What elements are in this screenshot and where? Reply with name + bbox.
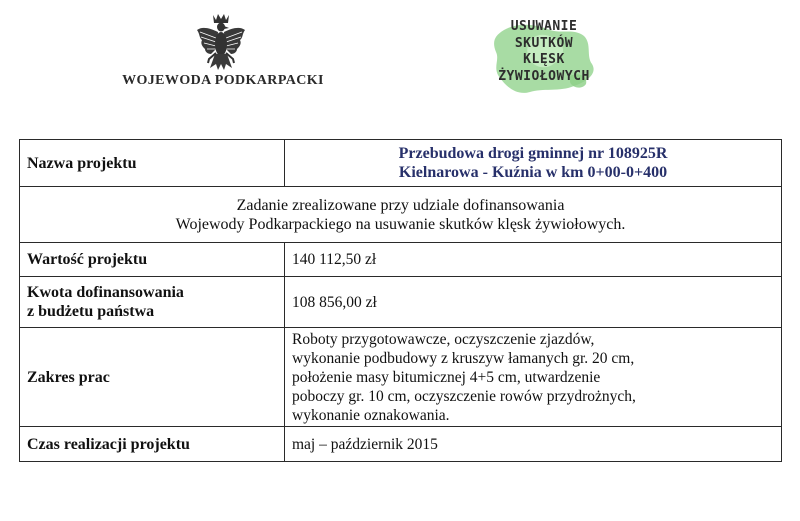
project-name-line-2: Kielnarowa - Kuźnia w km 0+00-0+400 — [398, 164, 668, 181]
scope-line-3: położenie masy bitumicznej 4+5 cm, utwardzenie — [292, 368, 601, 386]
logo-line-4: ŻYWIOŁOWYCH — [498, 68, 590, 84]
duration-label: Czas realizacji projektu — [20, 427, 285, 462]
project-name-line-1: Przebudowa drogi gminnej nr 108925R — [398, 145, 668, 162]
scope-line-4: poboczy gr. 10 cm, oczyszczenie rowów przydrożnych, — [292, 387, 636, 405]
flood-relief-logo — [466, 16, 622, 96]
table-row-funding — [20, 277, 782, 328]
funding-notice — [20, 187, 782, 243]
table-row-project-name — [20, 140, 782, 187]
project-info-table — [19, 139, 782, 462]
logo-line-1: USUWANIE — [510, 19, 578, 34]
project-value-amount: 140 112,50 zł — [285, 243, 782, 277]
scope-line-1: Roboty przygotowawcze, oczyszczenie zjazdów, — [292, 330, 595, 348]
notice-line-2: Wojewody Podkarpackiego na usuwanie skutków klęsk żywiołowych. — [175, 215, 626, 233]
polish-eagle-emblem-icon — [196, 12, 246, 74]
table-row-notice — [20, 187, 782, 243]
table-row-project-value — [20, 243, 782, 277]
scope-description — [285, 328, 782, 427]
logo-line-2: SKUTKÓW — [514, 35, 574, 51]
project-value-label: Wartość projektu — [20, 243, 285, 277]
notice-line-1: Zadanie zrealizowane przy udziale dofinansowania — [236, 196, 565, 214]
funding-label — [20, 277, 285, 328]
table-row-duration — [20, 427, 782, 462]
funding-label-line-2: z budżetu państwa — [27, 303, 155, 320]
project-name-value — [285, 140, 782, 187]
scope-label: Zakres prac — [20, 328, 285, 427]
logo-line-3: KLĘSK — [523, 52, 565, 67]
scope-line-2: wykonanie podbudowy z kruszyw łamanych gr. 20 cm, — [292, 349, 635, 367]
table-row-scope — [20, 328, 782, 427]
scope-line-5: wykonanie oznakowania. — [292, 406, 450, 424]
project-name-label: Nazwa projektu — [20, 140, 285, 187]
funding-amount: 108 856,00 zł — [285, 277, 782, 328]
duration-value: maj – październik 2015 — [285, 427, 782, 462]
wojewoda-caption: WOJEWODA PODKARPACKI — [122, 73, 324, 88]
funding-label-line-1: Kwota dofinansowania — [27, 284, 184, 301]
